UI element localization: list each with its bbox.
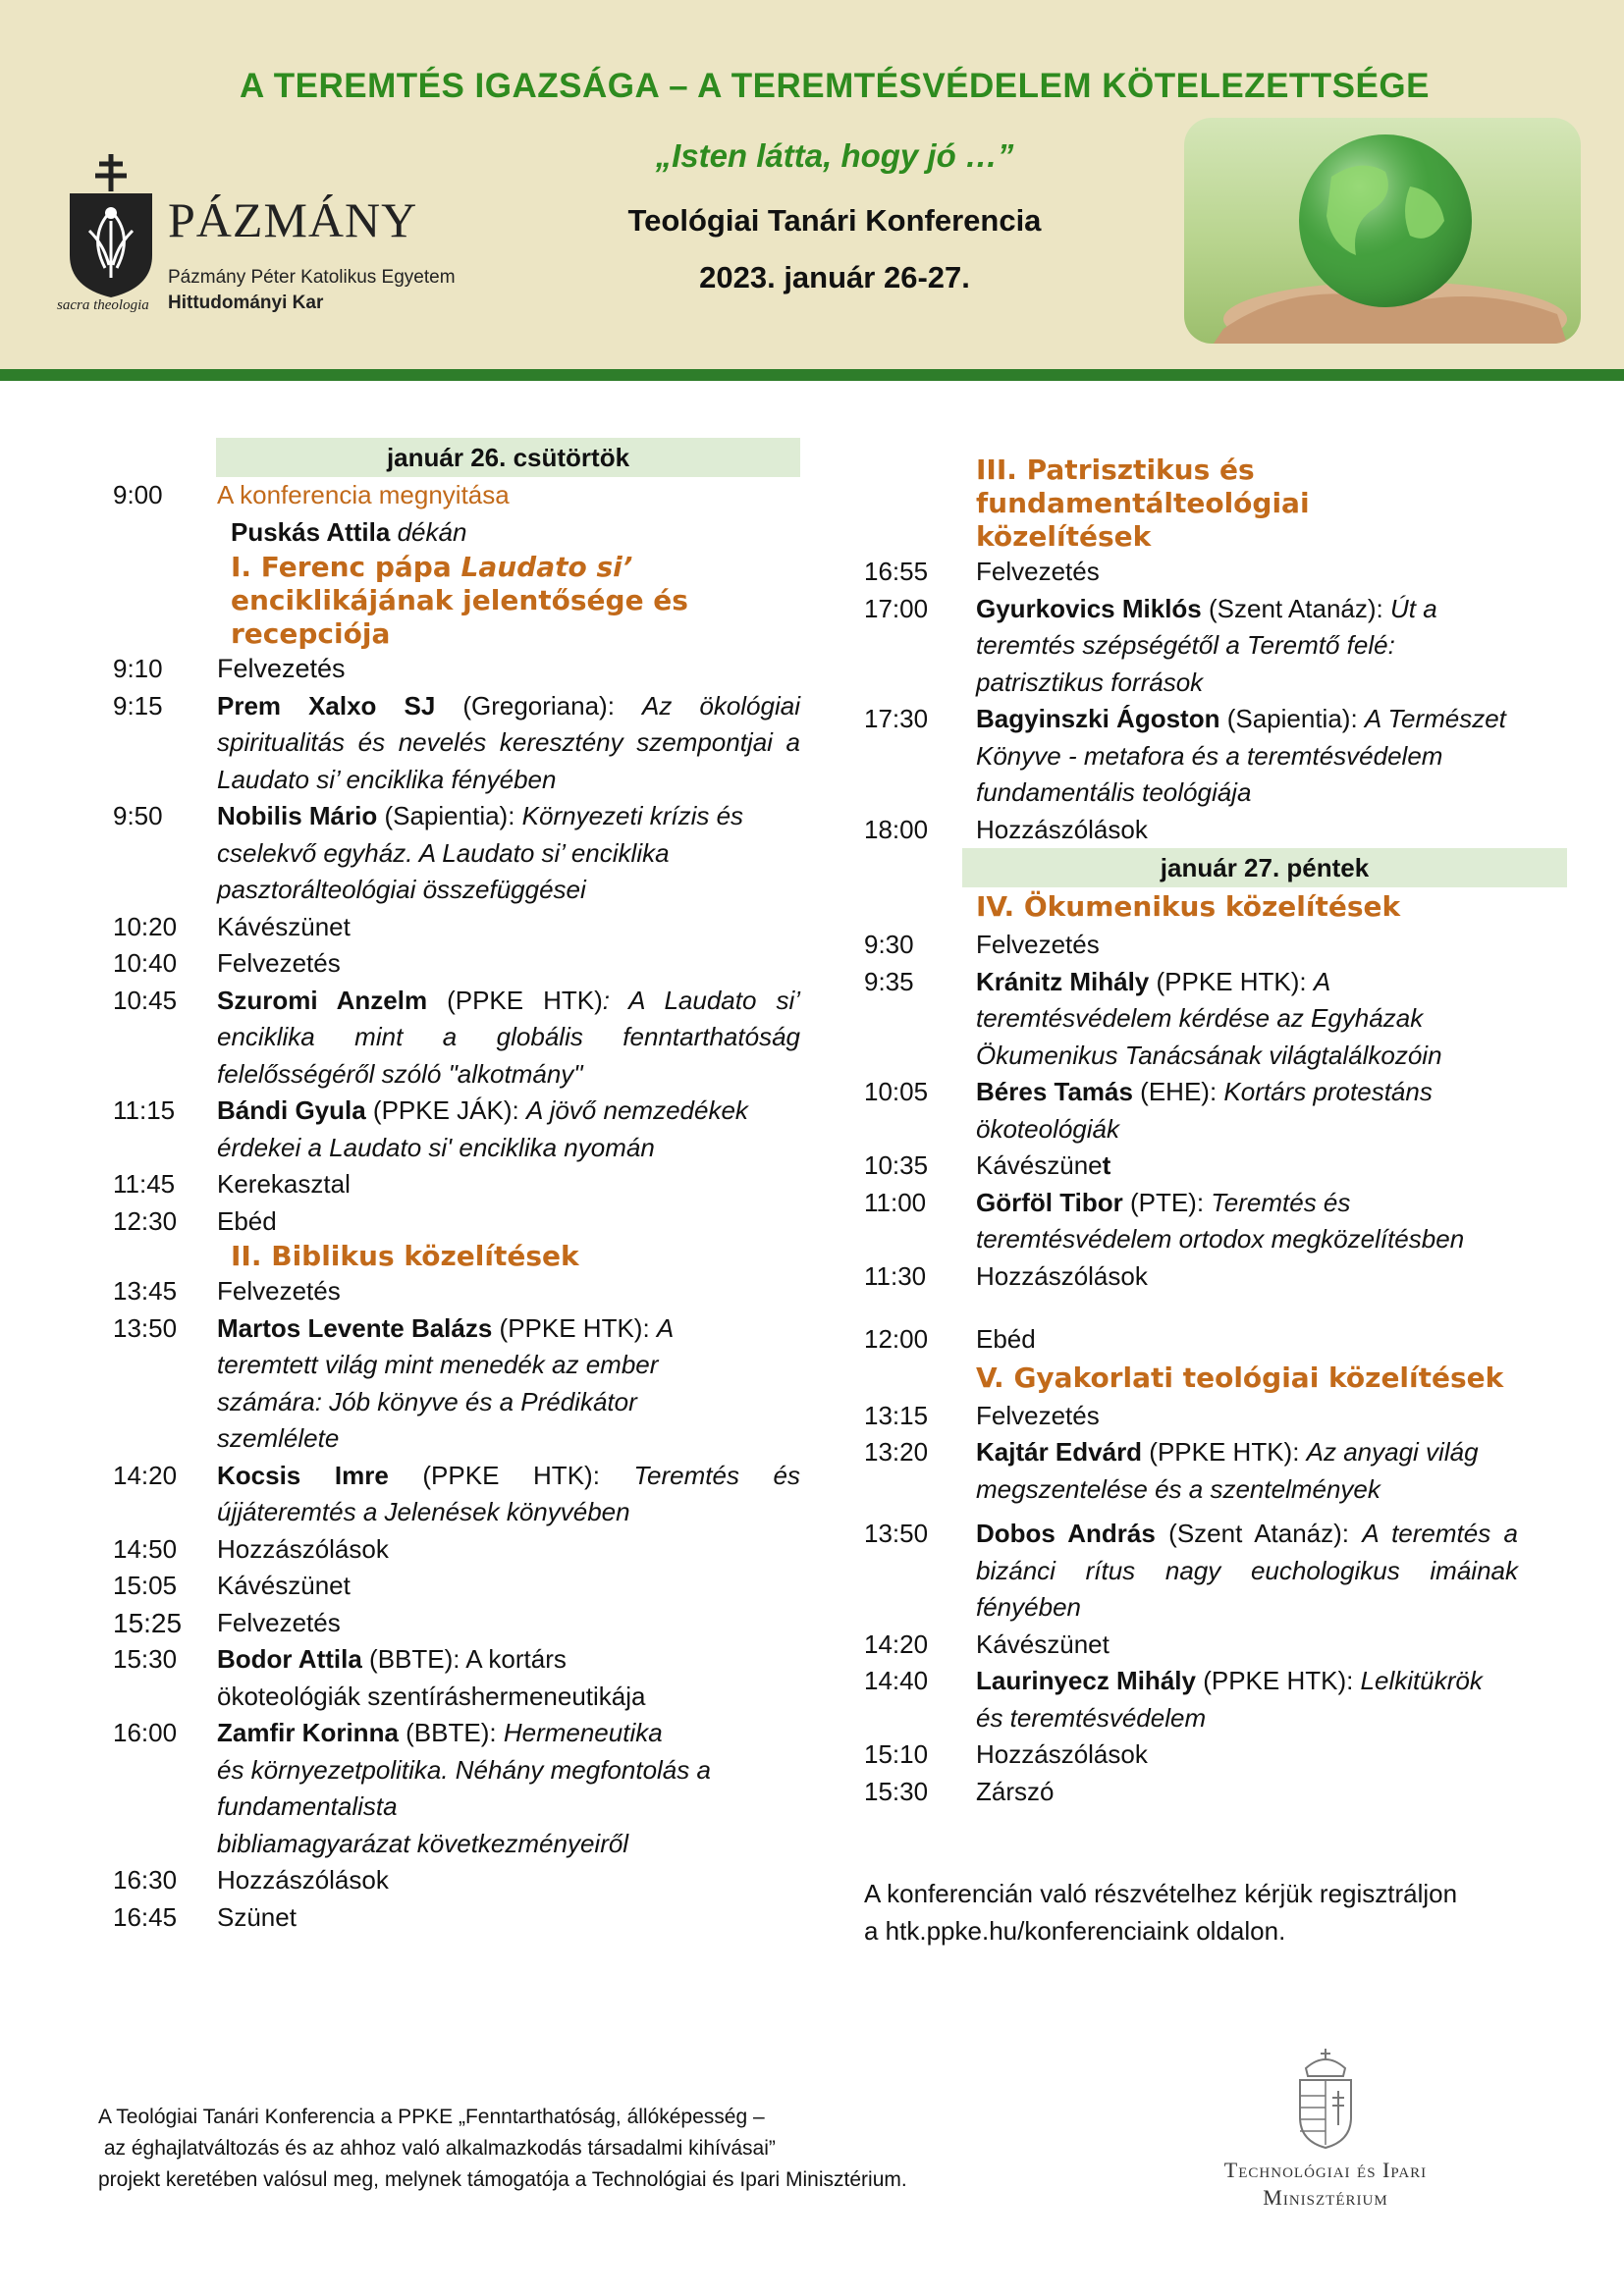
logo-brand: PÁZMÁNY [168,192,418,247]
talk [976,1663,1508,1736]
talk-title: Teremtés és újjáteremtés a Jelenések könyvében [217,1460,801,1526]
speaker-name: Kocsis Imre [217,1460,389,1490]
speaker-role: dékán [397,516,467,547]
speaker-name: Puskás Attila [231,516,391,547]
schedule-row [113,1568,800,1605]
time: 13:45 [113,1276,178,1306]
speaker-name: Bagyinszki Ágoston [976,704,1220,733]
section-text: I. Ferenc pápa [231,551,461,583]
schedule-row [864,1185,1528,1258]
item-text [976,1148,1528,1185]
time: 9:50 [113,801,163,830]
schedule-row [864,554,1528,591]
footer-line: projekt keretében valósul meg, melynek támogatója a Technológiai és Ipari Minisztérium. [98,2168,907,2191]
opening-title: A konferencia megnyitása [217,480,510,509]
schedule-row [864,701,1528,812]
schedule-row [113,1531,800,1569]
schedule-row [113,651,800,688]
schedule-row [864,1074,1528,1148]
time: 11:45 [113,1169,176,1199]
schedule-row [864,927,1528,964]
talk-title: bibliamagyarázat következményeiről [217,1828,629,1858]
header-divider [0,369,1624,381]
affiliation: (PPKE HTK): [388,1460,634,1490]
schedule-row [113,945,800,983]
schedule-row [864,1434,1528,1508]
time: 16:55 [864,557,929,586]
affiliation: (PPKE HTK): [492,1312,657,1343]
talk-title: Lelkitükrök és teremtésvédelem [976,1666,1483,1733]
affiliation: (Sapientia): [377,801,522,830]
schedule-row [113,1166,800,1203]
talk [217,983,800,1094]
affiliation: (PPKE HTK): [1142,1437,1307,1467]
schedule-row [864,591,1528,702]
item-text: Felvezetés [217,1607,341,1637]
talk [976,1434,1498,1508]
speaker-name: Kránitz Mihály [976,966,1150,996]
talk [976,1074,1528,1148]
item-text: Ebéd [976,1324,1036,1354]
schedule-row [113,1605,800,1642]
time: 16:00 [113,1718,178,1747]
talk-title: Környezeti krízis és cselekvő egyház. A Laudato si’ enciklika pasztorálteológiai összefüggései [217,801,744,904]
speaker-name: Gyurkovics Miklós [976,593,1202,623]
item-text: Felvezetés [217,1276,341,1306]
coat-of-arms-icon [1286,2047,1365,2150]
affiliation: (BBTE): A kortárs [361,1644,567,1674]
item-text: Felvezetés [976,557,1100,586]
schedule-row [113,477,800,514]
schedule-row [864,812,1528,849]
affiliation: (Szent Atanáz): [1155,1519,1363,1548]
time: 15:30 [113,1644,178,1674]
time: 12:30 [113,1205,178,1236]
schedule-row [113,1862,800,1899]
talk-title: Teremtés és teremtésvédelem ortodox megközelítésben [976,1187,1465,1254]
speaker-name: Nobilis Mário [217,801,378,830]
speaker-name: Béres Tamás [976,1077,1133,1106]
speaker-name: Bodor Attila [217,1644,362,1674]
speaker-name: Laurinyecz Mihály [976,1666,1196,1695]
time: 11:30 [864,1260,927,1291]
schedule-row [113,1273,800,1310]
section-heading [231,551,702,651]
logo-motto: sacra theologia [57,297,149,313]
affiliation: (EHE): [1132,1077,1224,1106]
conference-dates: 2023. január 26-27. [699,260,970,294]
time: 17:00 [864,593,929,623]
schedule-row [864,1258,1528,1296]
ministry-name [1168,2157,1483,2212]
talk-title: A jövő nemzedékek érdekei a Laudato si' enciklika nyomán [217,1095,748,1162]
talk [217,1641,800,1715]
affiliation: (BBTE): [398,1718,504,1747]
time: 13:20 [864,1437,929,1467]
logo-university: Pázmány Péter Katolikus Egyetem [168,267,456,288]
talk [217,1715,800,1862]
item-text: Felvezetés [976,1400,1100,1430]
time: 14:20 [864,1629,929,1659]
item-text: Hozzászólások [976,1260,1148,1291]
time: 9:00 [113,480,163,509]
speaker-name: Prem Xalxo SJ [217,690,436,721]
affiliation: (PPKE HTK): [1195,1666,1361,1695]
time: 17:30 [864,704,929,733]
talk-title: és környezetpolitika. Néhány megfontolás a [217,1754,711,1785]
pazmany-logo [57,152,469,339]
time: 14:20 [113,1460,178,1490]
item-text: Hozzászólások [217,1533,389,1564]
break-text: Kávészüne [976,1150,1103,1180]
time: 13:50 [113,1312,178,1343]
schedule-row [864,964,1528,1075]
section-heading: III. Patrisztikus és fundamentálteológiai közelítések [976,454,1310,553]
schedule-row [113,1203,800,1241]
schedule-row [113,1641,800,1715]
item-text: Ebéd [217,1205,277,1236]
schedule-row [113,1093,800,1166]
talk [976,964,1518,1075]
speaker-name: Kajtár Edvárd [976,1437,1143,1467]
item-text: Kerekasztal [217,1169,351,1199]
time: 16:45 [113,1901,178,1932]
speaker-name: Görföl Tibor [976,1187,1123,1217]
item-text: Kávészünet [217,1571,351,1600]
affiliation: (Gregoriana): [435,690,642,721]
talk [976,591,1469,702]
item-text: Hozzászólások [217,1865,389,1895]
time: 10:45 [113,985,178,1015]
footer-line: A Teológiai Tanári Konferencia a PPKE „Fenntarthatóság, állóképesség – [98,2106,765,2128]
talk-title: Az ökológiai spiritualitás és nevelés keresztény szempontjai a Laudato si’ enciklika fényében [217,690,800,794]
affiliation: (Szent Atanáz): [1201,593,1390,623]
day-header-jan26: január 26. csütörtök [216,438,800,477]
time: 16:30 [113,1865,178,1895]
item-text: Felvezetés [976,930,1100,959]
time: 9:10 [113,654,163,683]
schedule-row [113,1715,800,1862]
schedule-row [113,688,800,799]
registration-line: A konferencián való részvételhez kérjük regisztráljon [864,1879,1458,1908]
ministry-line: Minisztérium [1263,2185,1388,2210]
talk-title: A teremtett világ mint menedék az ember számára: Jób könyve és a Prédikátor szemlélete [217,1312,674,1453]
talk [217,688,800,799]
day-header-jan27: január 27. péntek [962,848,1567,887]
time: 10:35 [864,1150,929,1180]
time: 9:15 [113,690,163,721]
talk [976,1516,1518,1627]
section-heading: V. Gyakorlati teológiai közelítések [976,1361,1504,1394]
affiliation: (PPKE HTK) [427,985,603,1015]
section-text-italic: Laudato si’ [460,551,633,583]
schedule-row [864,1516,1528,1627]
affiliation: (PPKE HTK): [1149,966,1314,996]
time: 15:05 [113,1571,178,1600]
time: 11:15 [113,1095,176,1125]
time: 13:15 [864,1400,929,1430]
talk-title: Hermeneutika [503,1718,663,1747]
time: 15:10 [864,1739,929,1769]
opening-speaker [231,514,800,552]
affiliation: (Sapientia): [1219,704,1365,733]
schedule-row [113,1899,800,1937]
time: 13:50 [864,1519,929,1548]
talk-title: Kortárs protestáns ökoteológiák [976,1077,1433,1144]
globe-icon [1184,118,1581,344]
time: 10:05 [864,1077,929,1106]
talk-title: Az anyagi világ megszentelése és a szentelmények [976,1437,1479,1504]
schedule-row [113,909,800,946]
item-text: Kávészünet [217,911,351,941]
schedule-row [864,1663,1528,1736]
item-text: Szünet [217,1901,297,1932]
section-heading: IV. Ökumenikus közelítések [976,890,1401,923]
subtitle: „Isten látta, hogy jó …” [655,137,1014,174]
speaker-name: Szuromi Anzelm [217,985,428,1015]
talk-title: : A Laudato si’ enciklika mint a globális fenntarthatóság felelősségéről szóló "alkotmány" [217,985,800,1089]
talk [217,1093,800,1166]
talk-title: fundamentalista [217,1791,398,1821]
break-text-bold: t [1102,1150,1111,1180]
item-text: Felvezetés [217,948,341,978]
footer-note [98,2102,1178,2196]
speaker-name: Dobos András [976,1519,1156,1548]
globe-in-hands-image [1184,118,1581,344]
schedule-row [113,1458,800,1531]
time: 14:40 [864,1666,929,1695]
registration-note [864,1875,1571,1949]
time: 15:30 [864,1776,929,1806]
speaker-name: Bándi Gyula [217,1095,366,1125]
ministry-logo [1168,2047,1483,2253]
speaker-name: Zamfir Korinna [217,1718,399,1747]
time: 10:40 [113,948,178,978]
item-text: Hozzászólások [976,814,1148,844]
talk [976,1185,1469,1258]
talk-title: A teremtés a bizánci rítus nagy euchologikus imáinak fényében [976,1519,1518,1622]
item-text: Felvezetés [217,654,346,683]
schedule-row [113,1310,800,1458]
crest-icon [62,152,160,299]
schedule-row [864,1321,1528,1359]
time: 12:00 [864,1324,929,1354]
time: 18:00 [864,814,929,844]
registration-line: a htk.ppke.hu/konferenciaink oldalon. [864,1916,1286,1946]
schedule-row [864,1774,1528,1811]
schedule-day1-cont-and-day2 [864,454,1528,1810]
schedule-row [864,1736,1528,1774]
item-text: Zárszó [976,1776,1055,1806]
talk [217,1310,761,1458]
footer-line: az éghajlatváltozás és az ahhoz való alkalmazkodás társadalmi kihívásai” [98,2137,776,2160]
affiliation: (PTE): [1122,1187,1212,1217]
affiliation: (PPKE JÁK): [365,1095,526,1125]
time: 14:50 [113,1533,178,1564]
section-text: enciklikájának jelentősége és recepciója [231,584,688,650]
logo-faculty: Hittudományi Kar [168,293,324,313]
schedule-row [864,1148,1528,1185]
schedule-row [864,1627,1528,1664]
talk-title: A teremtésvédelem kérdése az Egyházak Ökumenikus Tanácsának világtalálkozóin [976,966,1442,1070]
page-title: A TEREMTÉS IGAZSÁGA – A TEREMTÉSVÉDELEM KÖTELEZETTSÉGE [240,67,1430,105]
time: 9:35 [864,966,914,996]
talk [217,798,800,909]
time: 15:25 [113,1607,183,1638]
item-text: Hozzászólások [976,1739,1148,1769]
ministry-line: Technológiai és Ipari [1223,2158,1428,2182]
talk [217,1458,800,1531]
talk-title: A Természet Könyve - metafora és a teremtésvédelem fundamentális teológiája [976,704,1506,807]
time: 10:20 [113,911,178,941]
speaker-name: Martos Levente Balázs [217,1312,493,1343]
schedule-day1 [113,438,800,1936]
schedule-row [113,983,800,1094]
talk [976,701,1508,812]
talk-title: ökoteológiák szentíráshermeneutikája [217,1681,646,1711]
time: 9:30 [864,930,914,959]
schedule-row [864,1398,1528,1435]
section-heading: II. Biblikus közelítések [231,1240,579,1272]
schedule-row [113,798,800,909]
item-text: Kávészünet [976,1629,1110,1659]
conference-name: Teológiai Tanári Konferencia [627,203,1042,238]
time: 11:00 [864,1187,927,1217]
talk-title: Út a teremtés szépségétől a Teremtő felé: patrisztikus források [976,593,1437,697]
